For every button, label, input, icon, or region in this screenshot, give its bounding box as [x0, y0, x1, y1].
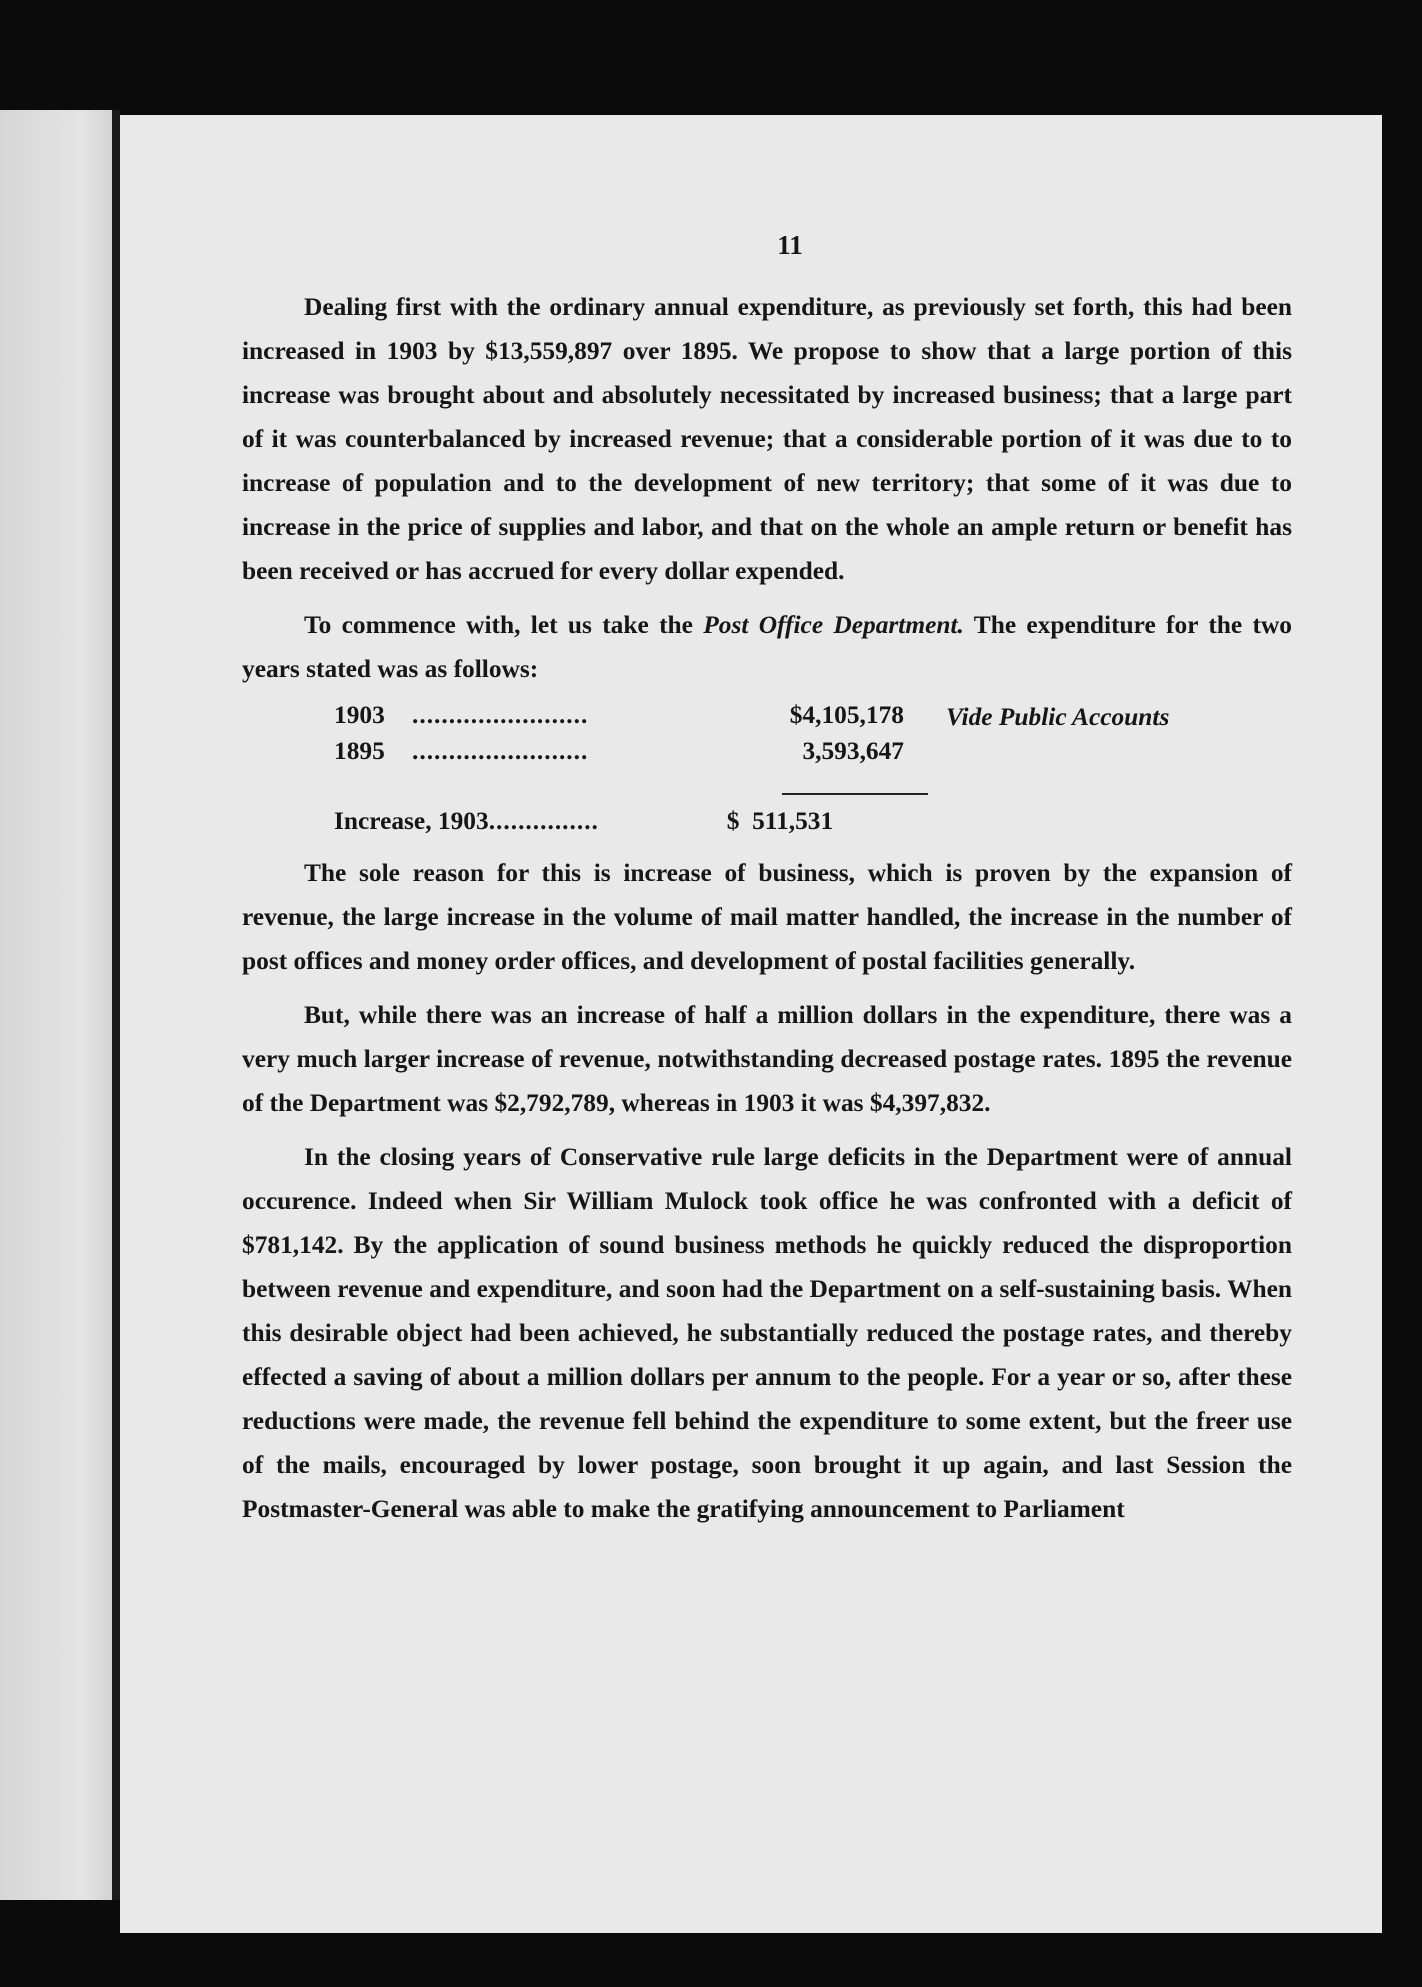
- row-year: 1903: [334, 701, 385, 729]
- row-year: 1895: [334, 737, 385, 765]
- expenditure-table: [334, 697, 1254, 847]
- row-leader: ........................: [412, 737, 589, 765]
- increase-row: [334, 807, 859, 847]
- paragraph-post-office: [242, 603, 1292, 691]
- public-accounts-reference: Vide Public Accounts: [946, 703, 1170, 731]
- post-office-intro: To commence with, let us take the: [304, 611, 693, 639]
- expenditure-row-1903: [334, 701, 904, 741]
- increase-leader: ...............: [488, 807, 599, 835]
- row-amount: 3,593,647: [802, 737, 904, 765]
- document-page: [120, 115, 1382, 1933]
- expenditure-row-1895: [334, 737, 904, 777]
- paragraph-conservative-deficits: In the closing years of Conservative rule large deficits in the Department were of annual occurence. Indeed when Sir William Mulock took office he was confronted with a deficit of $781,142. By the application of sound business methods he quickly reduced the disproportion between revenue and expenditure, and soon had the Department on a self-sustaining basis. When this desirable object had been achieved, he substantially reduced the postage rates, and thereby effected a saving of about a million dollars per annum to the people. For a year or so, after these reductions were made, the revenue fell behind the expenditure to some extent, but the freer use of the mails, encouraged by lower postage, soon brought it up again, and last Session the Postmaster-General was able to make the gratifying announcement to Parliament: [242, 1143, 1292, 1523]
- increase-amount: $ 511,531: [726, 807, 834, 835]
- book-spine: [112, 110, 120, 1900]
- row-leader: ........................: [412, 701, 589, 729]
- post-office-intro-after: The expenditure for the two years stated was as follows:: [242, 611, 1292, 683]
- paragraph-business-reason: The sole reason for this is increase of business, which is proven by the expansion of revenue, the large increase in the volume of mail matter handled, the increase in the number of post offices and money order offices, and development of postal facilities generally.: [242, 859, 1292, 975]
- increase-label: Increase, 1903: [334, 807, 489, 835]
- page-text: [242, 285, 1292, 1531]
- paragraph-revenue-increase: But, while there was an increase of half a million dollars in the expenditure, there was a very much larger increase of revenue, notwithstanding decreased postage rates. 1895 the revenue of the Department was $2,792,789, whereas in 1903 it was $4,397,832.: [242, 1001, 1292, 1117]
- page-number: 11: [777, 230, 803, 260]
- left-page-edge: [0, 110, 118, 1900]
- row-amount: $4,105,178: [789, 701, 904, 729]
- post-office-department: Post Office Department.: [703, 611, 964, 639]
- sum-rule: [782, 793, 928, 795]
- paragraph-expenditure: Dealing first with the ordinary annual expenditure, as previously set forth, this had been increased in 1903 by $13,559,897 over 1895. We propose to show that a large portion of this increase was brought about and absolutely necessitated by increased business; that a large part of it was counterbalanced by increased revenue; that a considerable portion of it was due to to increase of population and to the development of new territory; that some of it was due to increase in the price of supplies and labor, and that on the whole an ample return or benefit has been received or has accrued for every dollar expended.: [242, 293, 1292, 585]
